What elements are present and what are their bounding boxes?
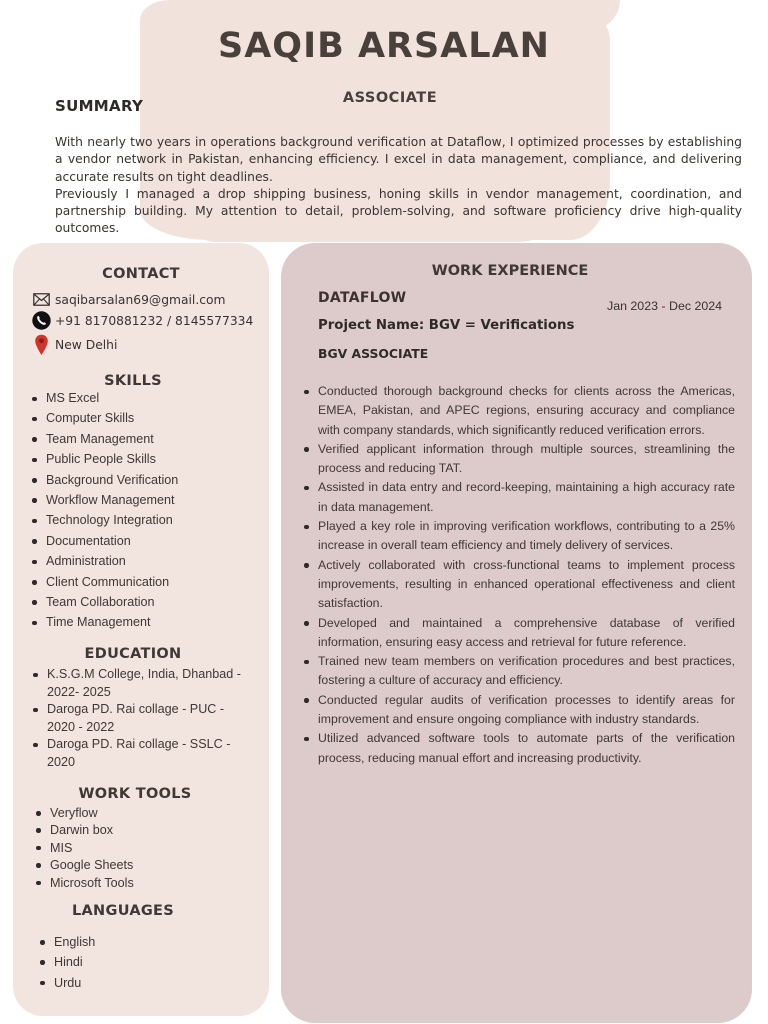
list-item: Urdu <box>39 975 95 995</box>
project-name: Project Name: BGV = Verifications <box>318 318 575 333</box>
list-item: Client Communication <box>31 575 178 595</box>
education-list <box>32 666 242 771</box>
company-name: DATAFLOW <box>318 290 407 306</box>
list-item: MS Excel <box>31 391 178 411</box>
summary-paragraph: With nearly two years in operations background verification at Dataflow, I optimized processes by establishing a vendor network in Pakistan, enhancing efficiency. I excel in data management, compliance, and delivering accurate results on tight deadlines. <box>55 135 742 184</box>
list-item: Conducted thorough background checks for clients across the Americas, EMEA, Pakistan, and APEC regions, ensuring accuracy and compliance with company standards, which significantly reduced verification errors. <box>303 382 735 440</box>
contact-heading: CONTACT <box>102 266 180 282</box>
skills-list <box>31 391 178 636</box>
contact-phone[interactable] <box>32 311 253 330</box>
map-pin-icon <box>32 335 51 354</box>
phone-icon <box>32 311 51 330</box>
job-title: BGV ASSOCIATE <box>318 346 429 361</box>
list-item: Administration <box>31 554 178 574</box>
languages-heading: LANGUAGES <box>72 903 174 919</box>
list-item: Verified applicant information through multiple sources, streamlining the process and reducing TAT. <box>303 440 735 479</box>
duties-list <box>303 382 735 768</box>
work-tools-list <box>35 805 134 892</box>
list-item: Trained new team members on verification procedures and best practices, fostering a culture of accuracy and efficiency. <box>303 652 735 691</box>
summary-paragraph: Previously I managed a drop shipping business, honing skills in vendor management, coordination, and partnership building. My attention to detail, problem-solving, and software proficiency drive high-quality outcomes. <box>55 186 742 236</box>
summary-text <box>55 134 742 238</box>
list-item: Public People Skills <box>31 452 178 472</box>
envelope-icon <box>32 290 51 309</box>
list-item: Time Management <box>31 615 178 635</box>
work-tools-heading: WORK TOOLS <box>78 786 192 802</box>
list-item: Microsoft Tools <box>35 875 134 892</box>
list-item: Played a key role in improving verification workflows, contributing to a 25% increase in overall team efficiency and timely delivery of services. <box>303 517 735 556</box>
summary-heading: SUMMARY <box>55 97 144 115</box>
list-item: K.S.G.M College, India, Dhanbad - 2022- 2025 <box>32 666 242 701</box>
list-item: Technology Integration <box>31 513 178 533</box>
list-item: English <box>39 934 95 954</box>
list-item: Daroga PD. Rai collage - PUC - 2020 - 2022 <box>32 701 242 736</box>
list-item: Actively collaborated with cross-functional teams to implement process improvements, resulting in enhanced operational effectiveness and client satisfaction. <box>303 556 735 614</box>
list-item: Hindi <box>39 954 95 974</box>
location-text: New Delhi <box>55 337 118 352</box>
contact-location <box>32 335 117 354</box>
list-item: Workflow Management <box>31 493 178 513</box>
list-item: Conducted regular audits of verification processes to identify areas for improvement and ensure ongoing compliance with industry standards. <box>303 691 735 730</box>
employment-dates: Jan 2023 - Dec 2024 <box>607 299 723 313</box>
work-experience-heading: WORK EXPERIENCE <box>431 263 589 279</box>
list-item: Utilized advanced software tools to automate parts of the verification process, reducing manual effort and increasing productivity. <box>303 729 735 768</box>
list-item: Background Verification <box>31 473 178 493</box>
list-item: Assisted in data entry and record-keeping, maintaining a high accuracy rate in data management. <box>303 478 735 517</box>
contact-email[interactable] <box>32 290 226 309</box>
email-text: saqibarsalan69@gmail.com <box>55 292 226 307</box>
phone-text: +91 8170881232 / 8145577334 <box>55 313 254 328</box>
list-item: Team Collaboration <box>31 595 178 615</box>
languages-list <box>39 934 95 995</box>
candidate-name: SAQIB ARSALAN <box>218 26 550 66</box>
list-item: Daroga PD. Rai collage - SSLC - 2020 <box>32 736 242 771</box>
list-item: Documentation <box>31 534 178 554</box>
list-item: Computer Skills <box>31 411 178 431</box>
skills-heading: SKILLS <box>104 373 162 389</box>
list-item: Team Management <box>31 432 178 452</box>
list-item: MIS <box>35 840 134 857</box>
list-item: Darwin box <box>35 822 134 839</box>
list-item: Developed and maintained a comprehensive database of verified information, ensuring easy access and retrieval for future reference. <box>303 614 735 653</box>
list-item: Veryflow <box>35 805 134 822</box>
education-heading: EDUCATION <box>84 646 182 662</box>
candidate-role: ASSOCIATE <box>342 90 438 106</box>
list-item: Google Sheets <box>35 857 134 874</box>
